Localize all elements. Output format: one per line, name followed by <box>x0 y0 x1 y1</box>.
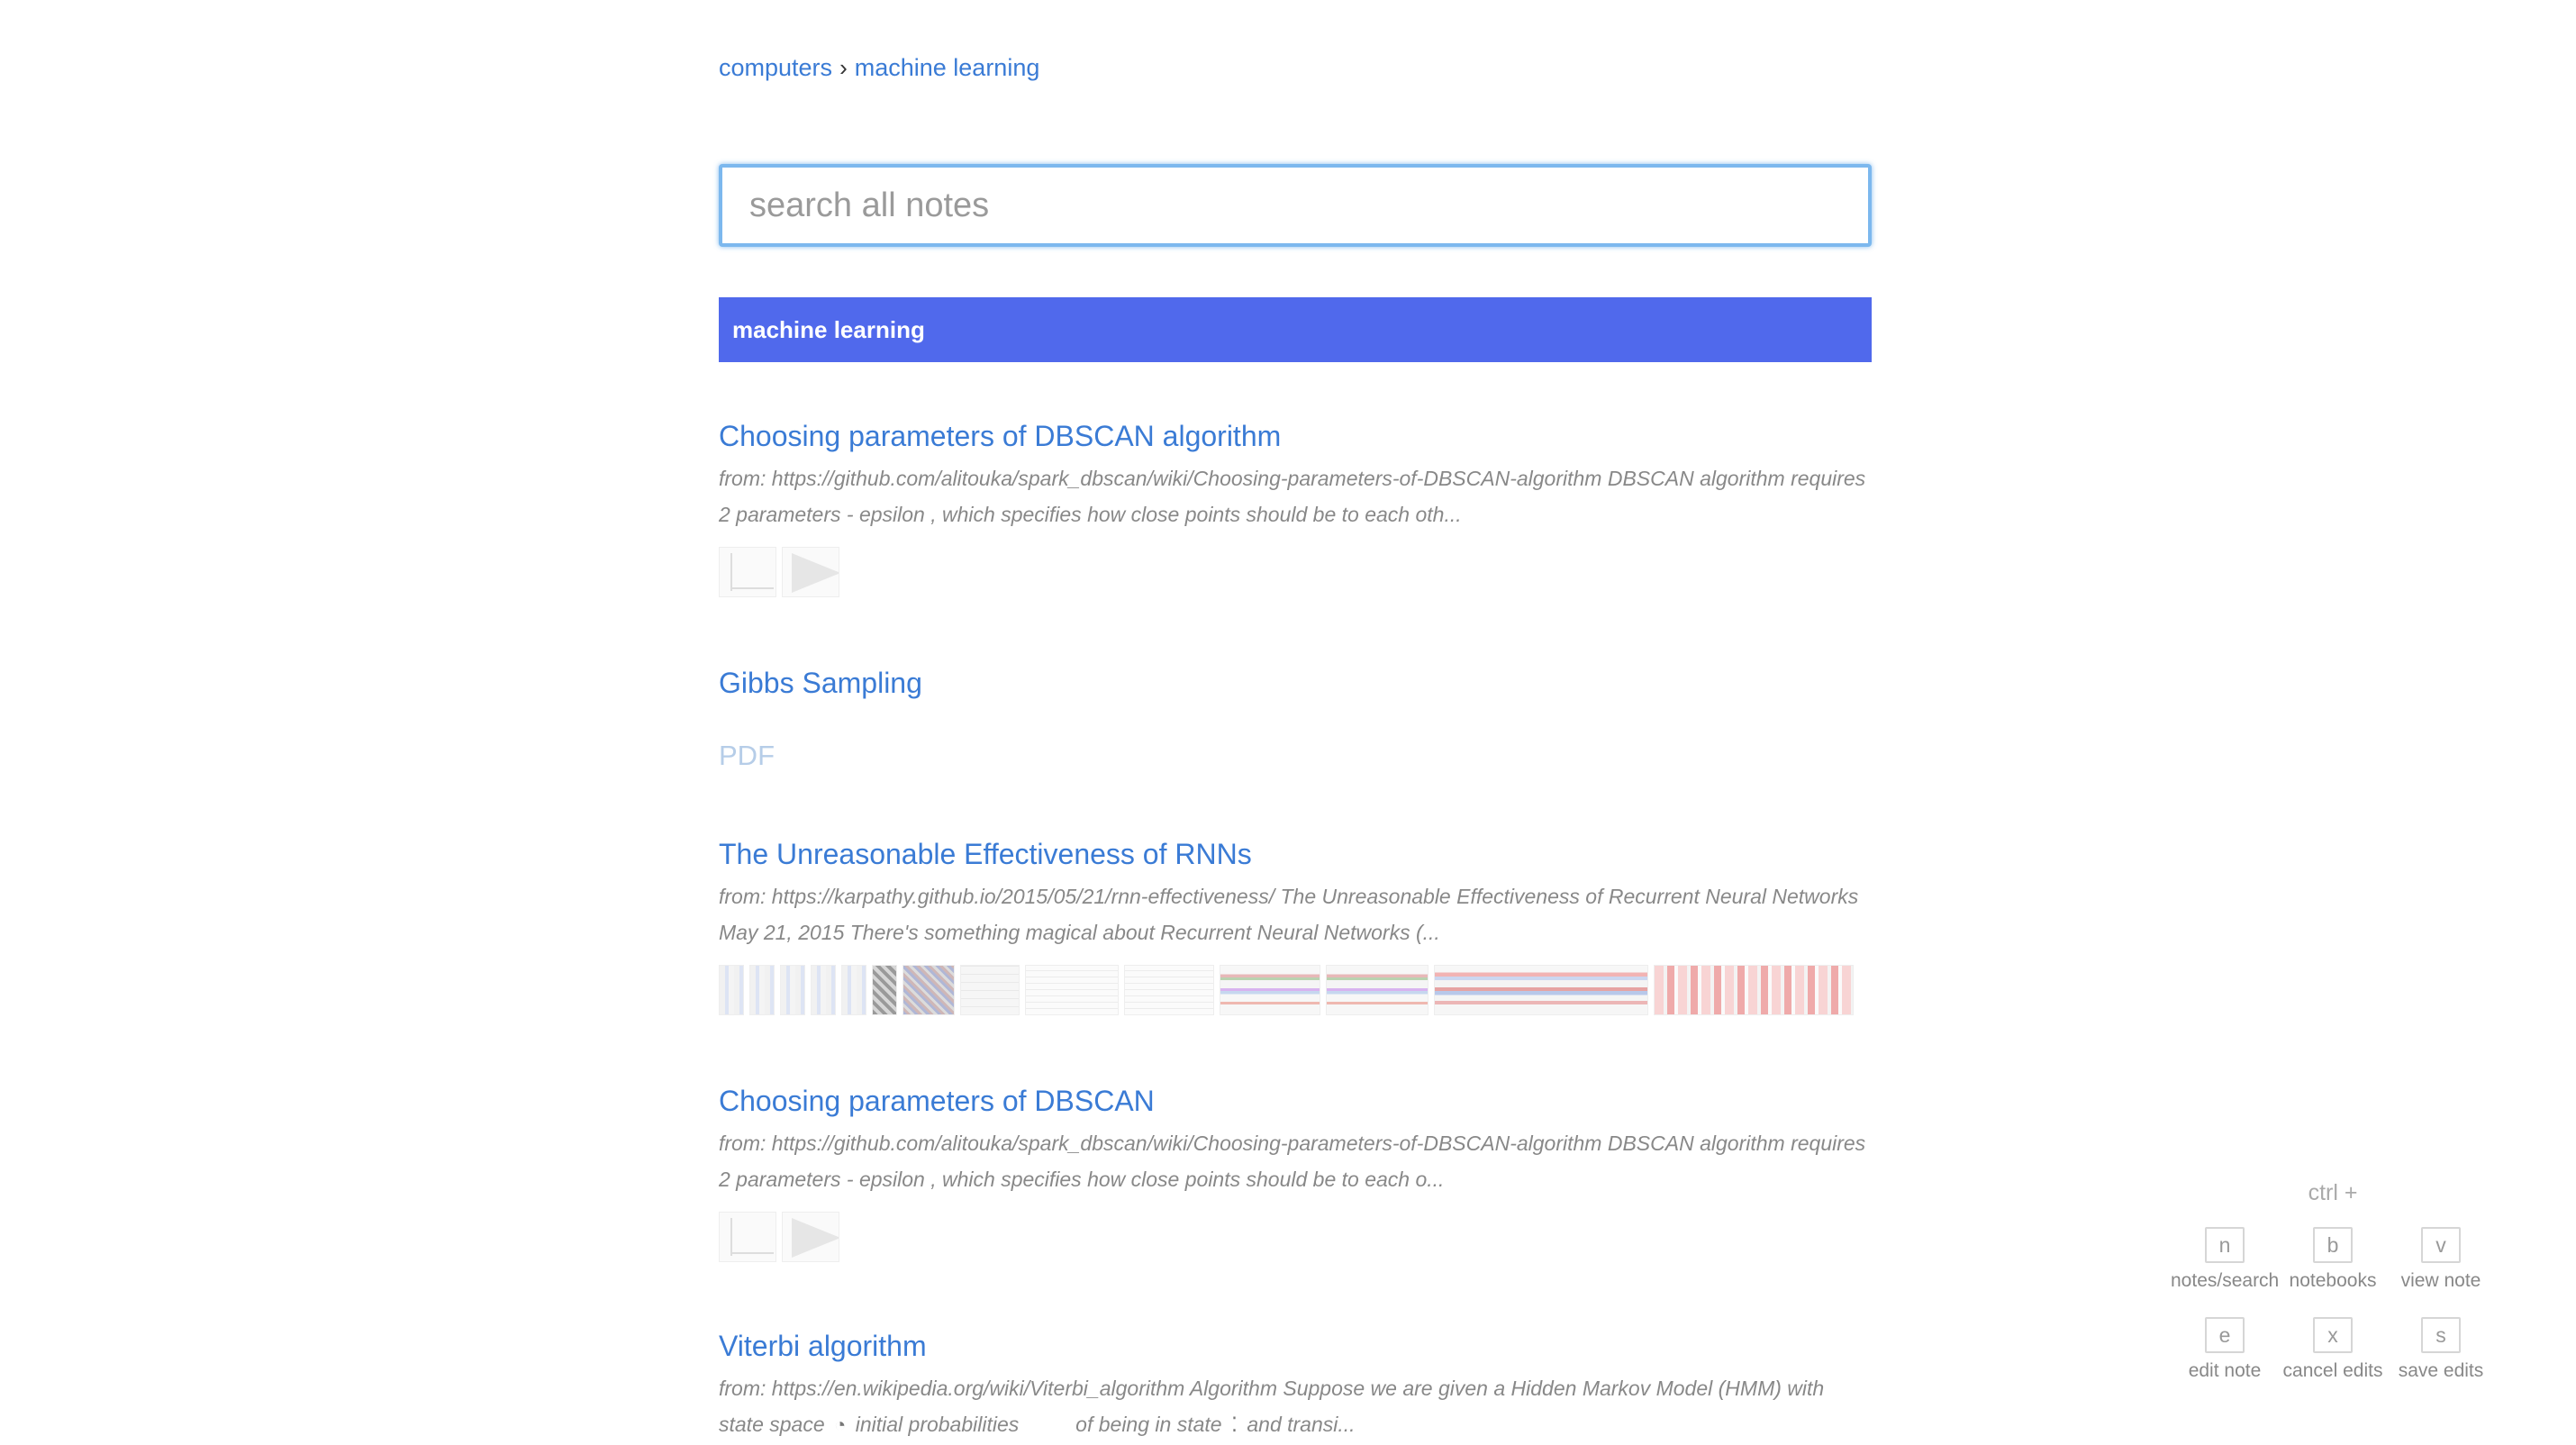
shortcut-notes-search[interactable] <box>2171 1227 2279 1292</box>
shortcut-label: notebooks <box>2289 1270 2377 1291</box>
key-s: s <box>2421 1317 2461 1353</box>
shortcut-modifier-label: ctrl + <box>2308 1180 2358 1205</box>
image-thumbnail <box>780 965 805 1015</box>
note-thumbnails <box>719 1212 1872 1262</box>
math-symbol-icon: ⁚ <box>1230 1413 1238 1436</box>
note-snippet: from: https://github.com/alitouka/spark_dbscan/wiki/Choosing-parameters-of-DBSCAN-algorithm DBSCAN algorithm requires 2 parameters - epsilon , which specifies how close points should be to each oth... <box>719 467 1866 526</box>
shortcut-label: cancel edits <box>2282 1360 2383 1381</box>
image-thumbnail <box>1434 965 1648 1015</box>
list-item <box>719 420 1872 597</box>
note-title-link[interactable]: The Unreasonable Effectiveness of RNNs <box>719 838 1252 870</box>
shortcut-edit-note[interactable] <box>2171 1317 2279 1382</box>
breadcrumb <box>719 54 1039 82</box>
image-thumbnail <box>1025 965 1119 1015</box>
image-thumbnail <box>1326 965 1429 1015</box>
image-thumbnail <box>1654 965 1854 1015</box>
image-thumbnail <box>903 965 955 1015</box>
key-v: v <box>2421 1227 2461 1263</box>
chart-thumbnail <box>782 547 839 597</box>
image-thumbnail <box>719 965 744 1015</box>
breadcrumb-item-machine-learning[interactable]: machine learning <box>854 54 1040 81</box>
list-item <box>719 1330 1872 1443</box>
snippet-text: initial probabilities <box>855 1413 1020 1436</box>
list-item <box>719 838 1872 1015</box>
image-thumbnail <box>1124 965 1214 1015</box>
math-symbol-icon: ◔ <box>834 1413 847 1436</box>
chart-thumbnail <box>719 547 776 597</box>
note-snippet: from: https://karpathy.github.io/2015/05/21/rnn-effectiveness/ The Unreasonable Effectiveness of Recurrent Neural Networks May 21, 2015 There's something magical about Recurrent Neural Networks (... <box>719 885 1859 944</box>
pdf-attachment-label[interactable]: PDF <box>719 740 775 771</box>
image-thumbnail <box>872 965 897 1015</box>
chart-thumbnail <box>719 1212 776 1262</box>
shortcut-label: view note <box>2400 1270 2481 1291</box>
shortcut-label: notes/search <box>2171 1270 2280 1291</box>
notebook-title: machine learning <box>732 315 925 343</box>
note-title-link[interactable]: Gibbs Sampling <box>719 667 922 699</box>
note-title-link[interactable]: Choosing parameters of DBSCAN <box>719 1085 1155 1117</box>
image-thumbnail <box>749 965 775 1015</box>
key-e: e <box>2205 1317 2245 1353</box>
list-item <box>719 1085 1872 1262</box>
math-symbol-icon <box>1045 1407 1050 1443</box>
search-input[interactable] <box>722 168 1868 243</box>
shortcut-label: edit note <box>2188 1360 2262 1381</box>
note-title-link[interactable]: Viterbi algorithm <box>719 1330 927 1362</box>
key-b: b <box>2313 1227 2353 1263</box>
snippet-text: and transi... <box>1247 1413 1356 1436</box>
snippet-text: of being in state <box>1075 1413 1222 1436</box>
note-snippet: from: https://github.com/alitouka/spark_dbscan/wiki/Choosing-parameters-of-DBSCAN-algorithm DBSCAN algorithm requires 2 parameters - epsilon , which specifies how close points should be to each o... <box>719 1131 1866 1191</box>
note-title-link[interactable]: Choosing parameters of DBSCAN algorithm <box>719 420 1282 452</box>
key-x: x <box>2313 1317 2353 1353</box>
breadcrumb-item-computers[interactable]: computers <box>719 54 833 81</box>
image-thumbnail <box>1220 965 1320 1015</box>
key-n: n <box>2205 1227 2245 1263</box>
breadcrumb-separator: › <box>839 54 848 81</box>
shortcut-cancel-edits[interactable] <box>2279 1317 2387 1382</box>
snippet-text: from: https://en.wikipedia.org/wiki/Viterbi_algorithm Algorithm Suppose we are given a Hidden Markov Model (HMM) with state space <box>719 1377 1825 1436</box>
note-thumbnails <box>719 965 1872 1015</box>
image-thumbnail <box>960 965 1020 1015</box>
note-snippet <box>719 1370 1872 1443</box>
chart-thumbnail <box>782 1212 839 1262</box>
shortcut-label: save edits <box>2398 1360 2484 1381</box>
shortcut-view-note[interactable] <box>2387 1227 2495 1292</box>
list-item <box>719 667 1872 772</box>
shortcut-save-edits[interactable] <box>2387 1317 2495 1382</box>
note-thumbnails <box>719 547 1872 597</box>
image-thumbnail <box>811 965 836 1015</box>
shortcut-notebooks[interactable] <box>2279 1227 2387 1292</box>
notebook-header <box>719 297 1872 362</box>
search-box <box>719 164 1872 247</box>
image-thumbnail <box>841 965 866 1015</box>
